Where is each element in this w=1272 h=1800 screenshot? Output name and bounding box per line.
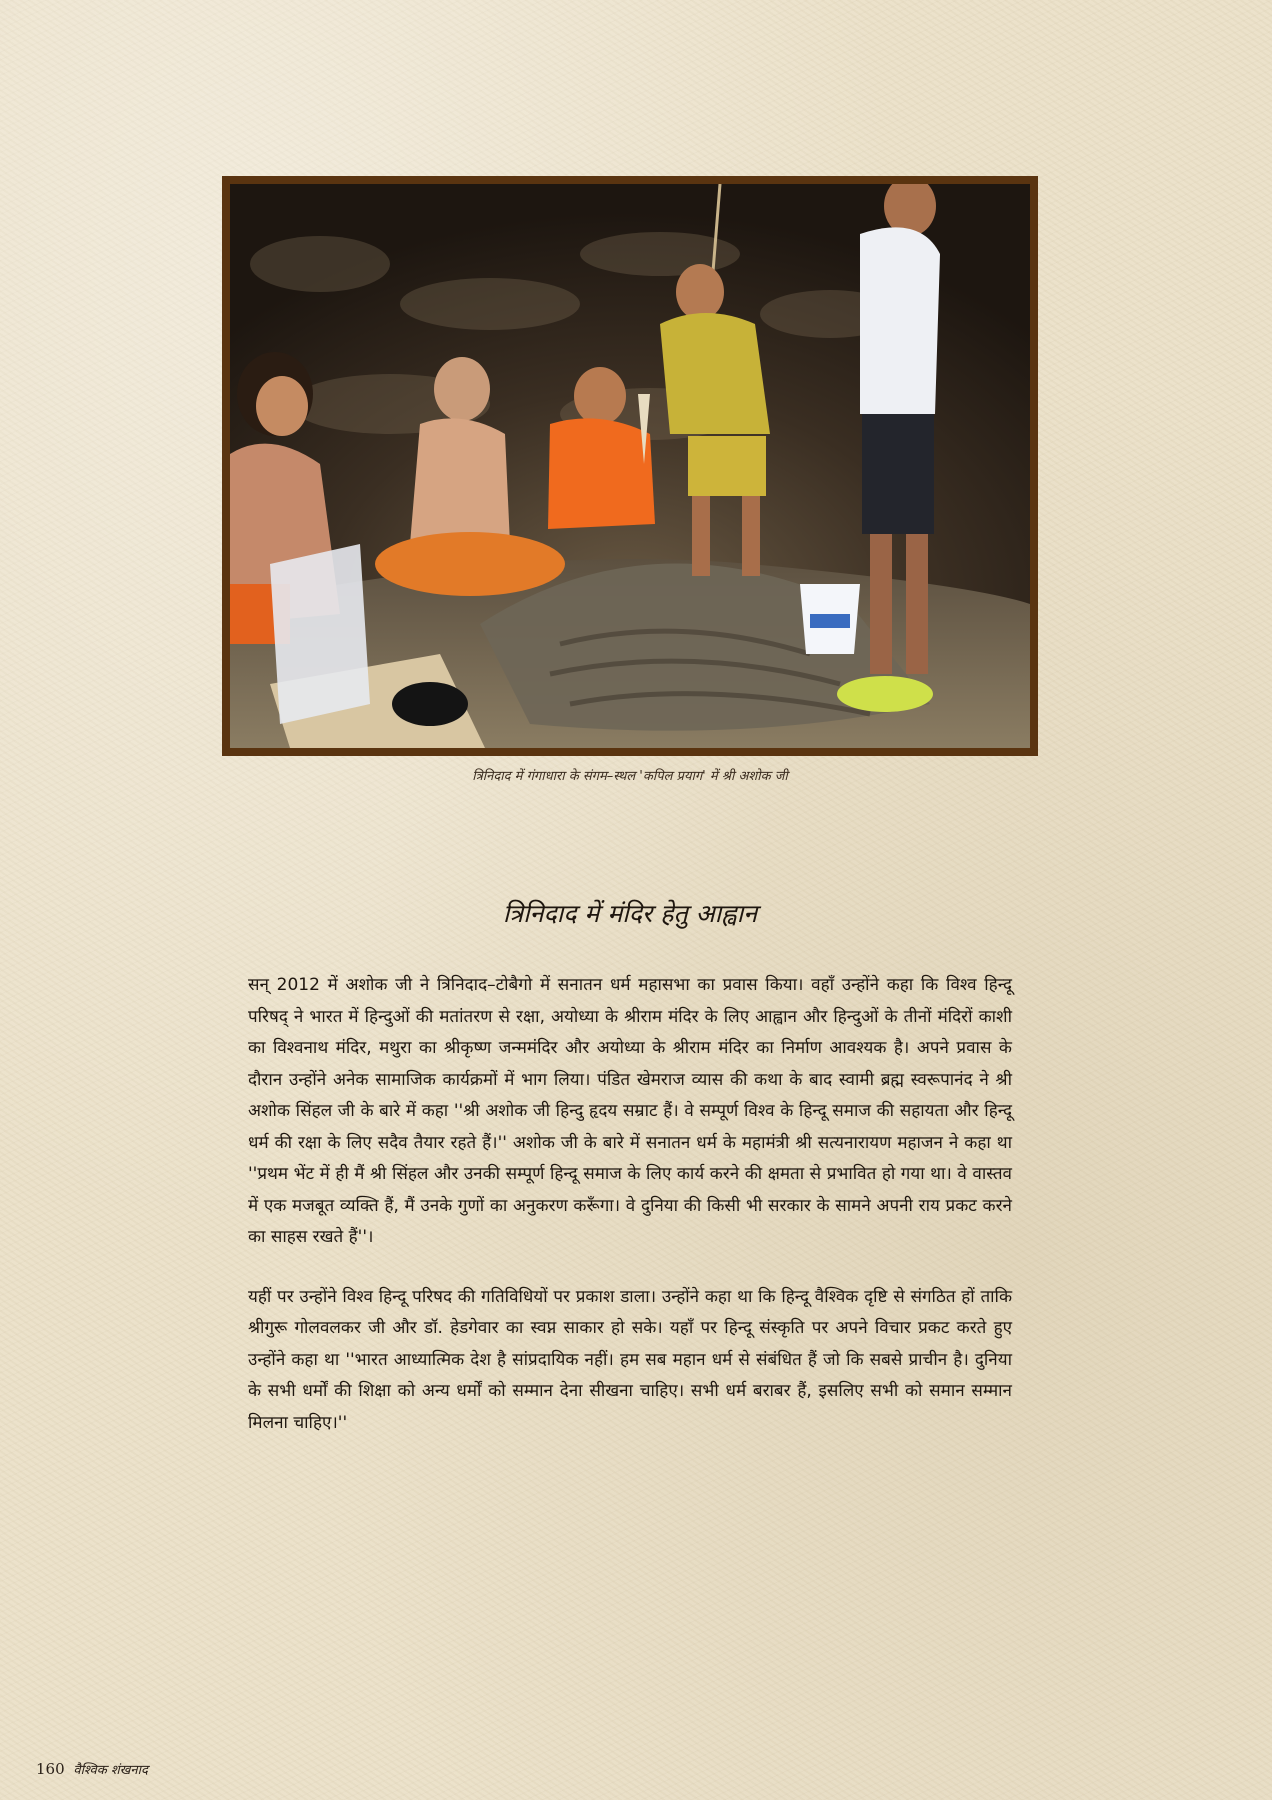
photo <box>222 176 1038 756</box>
photo-caption: त्रिनिदाद में गंगाधारा के संगम–स्थल 'कपिल प्रयाग' में श्री अशोक जी <box>472 769 788 784</box>
section-heading: त्रिनिदाद में मंदिर हेतु आह्वान <box>502 899 758 928</box>
book-title: वैश्विक शंखनाद <box>73 1763 148 1778</box>
page-number: 160 <box>36 1760 65 1778</box>
page-footer <box>36 1760 148 1778</box>
paragraph-2: यहीं पर उन्होंने विश्व हिन्दू परिषद की गतिविधियों पर प्रकाश डाला। उन्होंने कहा था कि हिन्दू वैश्विक दृष्टि से संगठित हों ताकि श्रीगुरू गोलवलकर जी और डॉ. हेडगेवार का स्वप्न साकार हो सके। यहाँ पर हिन्दू संस्कृति पर अपने विचार प्रकट करते हुए उन्होंने कहा था ''भारत आध्यात्मिक देश है सांप्रदायिक नहीं। हम सब महान धर्म से संबंधित हैं जो कि सबसे प्राचीन है। दुनिया के सभी धर्मों की शिक्षा को अन्य धर्मों को सम्मान देना सीखना चाहिए। सभी धर्म बराबर हैं, इसलिए सभी को समान सम्मान मिलना चाहिए।'' <box>248 1286 1013 1433</box>
body-text <box>248 970 1012 1467</box>
paragraph-1: सन् 2012 में अशोक जी ने त्रिनिदाद–टोबैगो में सनातन धर्म महासभा का प्रवास किया। वहाँ उन्होंने कहा कि विश्व हिन्दू परिषद् ने भारत में हिन्दुओं की मतांतरण से रक्षा, अयोध्या के श्रीराम मंदिर के लिए आह्वान और हिन्दुओं के तीनों मंदिरों काशी का विश्वनाथ मंदिर, मथुरा का श्रीकृष्ण जन्ममंदिर और अयोध्या के श्रीराम मंदिर का निर्माण आवश्यक है। अपने प्रवास के दौरान उन्होंने अनेक सामाजिक कार्यक्रमों में भाग लिया। पंडित खेमराज व्यास की कथा के बाद स्वामी ब्रह्म स्वरूपानंद ने श्री अशोक सिंहल जी के बारे में कहा ''श्री अशोक जी हिन्दु हृदय सम्राट हैं। वे सम्पूर्ण विश्व के हिन्दू समाज की सहायता और हिन्दू धर्म की रक्षा के लिए सदैव तैयार रहते हैं।'' अशोक जी के बारे में सनातन धर्म के महामंत्री श्री सत्यनारायण महाजन ने कहा था ''प्रथम भेंट में ही मैं श्री सिंहल और उनकी सम्पूर्ण हिन्दू समाज के लिए कार्य करने की क्षमता से प्रभावित हो गया था। वे वास्तव में एक मजबूत व्यक्ति हैं, मैं उनके गुणों का अनुकरण करूँगा। वे दुनिया की किसी भी सरकार के सामने अपनी राय प्रकट करने का साहस रखते हैं''। <box>248 975 1012 1247</box>
photo-image <box>230 184 1030 748</box>
